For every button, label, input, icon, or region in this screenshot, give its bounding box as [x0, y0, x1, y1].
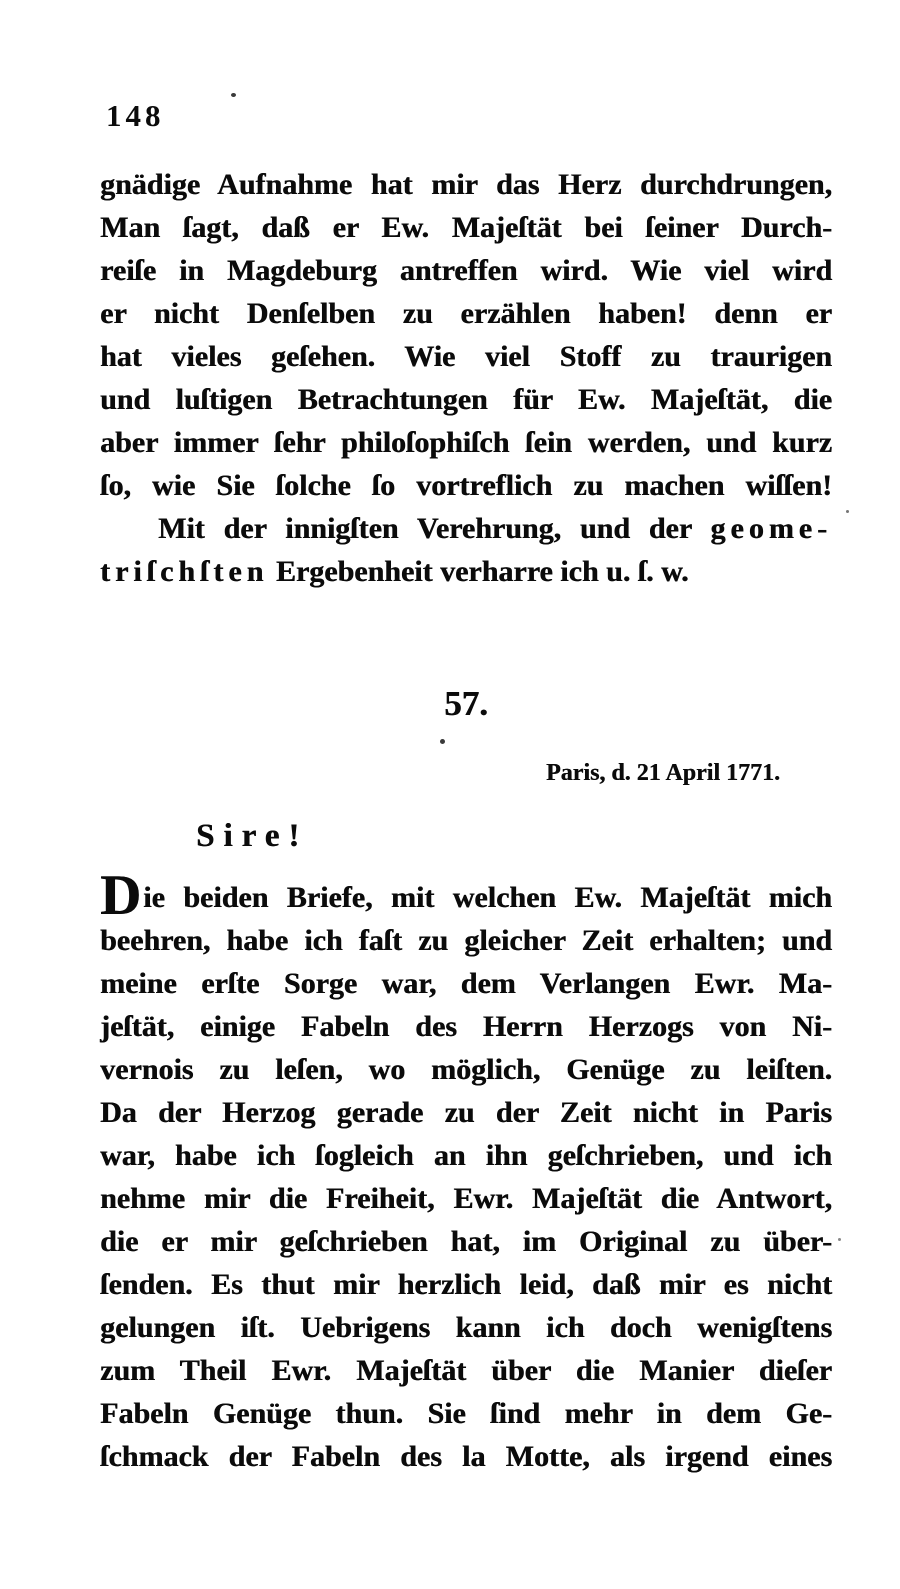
letter-57-body-paragraph [100, 864, 832, 1478]
letter-56-closing-paragraph [100, 163, 832, 593]
text-line: ſo, wie Sie ſolche ſo vortreflich zu machen wiſſen! [100, 469, 832, 502]
emphasized-spaced-text: triſchſten [100, 555, 269, 588]
scan-speck [231, 93, 236, 97]
closing-line [100, 550, 832, 593]
text-line: aber immer ſehr philoſophiſch ſein werden, und kurz [100, 426, 832, 459]
text-line: hat vieles geſehen. Wie viel Stoff zu traurigen [100, 340, 832, 373]
closing-text: Ergebenheit verharre ich u. ſ. w. [268, 555, 689, 588]
text-line: gelungen iſt. Uebrigens kann ich doch wenigſtens [100, 1311, 832, 1344]
text-line: Da der Herzog gerade zu der Zeit nicht in Paris [100, 1096, 832, 1129]
letter-number-heading: 57. [444, 684, 488, 723]
initial-capital: D [100, 864, 142, 927]
closing-line [100, 507, 832, 550]
text-line: nehme mir die Freiheit, Ewr. Majeſtät die Antwort, [100, 1182, 832, 1215]
scan-speck [846, 510, 849, 513]
salutation: Sire! [196, 818, 309, 854]
text-line: war, habe ich ſogleich an ihn geſchrieben, und ich [100, 1139, 832, 1172]
scan-speck [838, 1238, 841, 1241]
first-line-text: ie beiden Briefe, mit welchen Ew. Majeſtät mich [143, 881, 832, 914]
text-line: reiſe in Magdeburg antreffen wird. Wie viel wird [100, 254, 832, 287]
text-line: ſchmack der Fabeln des la Motte, als irgend eines [100, 1440, 832, 1473]
text-line: ſenden. Es thut mir herzlich leid, daß mir es nicht [100, 1268, 832, 1301]
text-line: jeſtät, einige Fabeln des Herrn Herzogs von Ni- [100, 1010, 832, 1043]
closing-text: Mit der innigſten Verehrung, und der [158, 512, 711, 545]
text-line: und luſtigen Betrachtungen für Ew. Majeſtät, die [100, 383, 832, 416]
text-line: die er mir geſchrieben hat, im Original zu über- [100, 1225, 832, 1258]
text-line: vernois zu leſen, wo möglich, Genüge zu leiſten. [100, 1053, 832, 1086]
text-line: Fabeln Genüge thun. Sie ſind mehr in dem Ge- [100, 1397, 832, 1430]
text-line: er nicht Denſelben zu erzählen haben! denn er [100, 297, 832, 330]
text-line: gnädige Aufnahme hat mir das Herz durchdrungen, [100, 168, 832, 201]
dateline: Paris, d. 21 April 1771. [545, 760, 780, 786]
first-text-line [100, 864, 832, 927]
page-number: 148 [106, 98, 165, 133]
text-line: meine erſte Sorge war, dem Verlangen Ewr. Ma- [100, 967, 832, 1000]
text-line: beehren, habe ich faſt zu gleicher Zeit erhalten; und [100, 924, 832, 957]
scan-speck [440, 739, 445, 744]
text-line: Man ſagt, daß er Ew. Majeſtät bei ſeiner Durch- [100, 211, 832, 244]
text-line: zum Theil Ewr. Majeſtät über die Manier dieſer [100, 1354, 832, 1387]
emphasized-spaced-text: geome- [710, 512, 832, 545]
